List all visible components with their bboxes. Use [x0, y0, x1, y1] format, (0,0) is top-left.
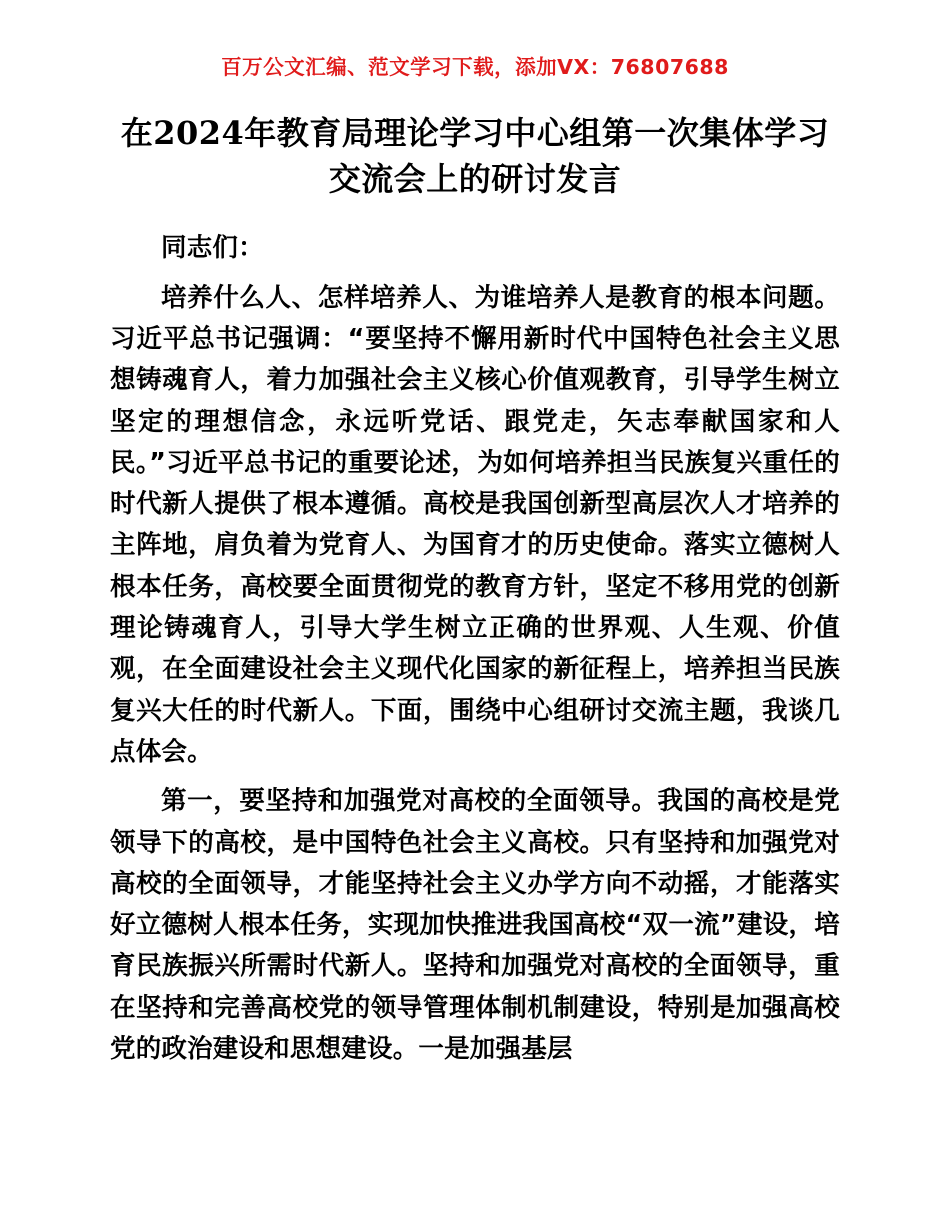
paragraph-point-one: 第一，要坚持和加强党对高校的全面领导。我国的高校是党领导下的高校，是中国特色社会主义高校。只有坚持和加强党对高校的全面领导，才能坚持社会主义办学方向不动摇，才能落实好立德树人根本任务，实现加快推进我国高校“双一流”建设，培育民族振兴所需时代新人。坚持和加强党对高校的全面领导，重在坚持和完善高校党的领导管理体制机制建设，特别是加强高校党的政治建设和思想建设。一是加强基层	[110, 786, 840, 1065]
document-body	[110, 228, 840, 1070]
page-title: 在2024年教育局理论学习中心组第一次集体学习交流会上的研讨发言	[120, 113, 830, 198]
watermark-banner: 百万公文汇编、范文学习下载，添加VX：76807688	[221, 55, 729, 79]
paragraph-salutation: 同志们：	[161, 233, 264, 264]
paragraph-intro: 培养什么人、怎样培养人、为谁培养人是教育的根本问题。习近平总书记强调：“要坚持不懈用新时代中国特色社会主义思想铸魂育人，着力加强社会主义核心价值观教育，引导学生树立坚定的理想信念，永远听党话、跟党走，矢志奉献国家和人民。”习近平总书记的重要论述，为如何培养担当民族复兴重任的时代新人提供了根本遵循。高校是我国创新型高层次人才培养的主阵地，肩负着为党育人、为国育才的历史使命。落实立德树人根本任务，高校要全面贯彻党的教育方针，坚定不移用党的创新理论铸魂育人，引导大学生树立正确的世界观、人生观、价值观，在全面建设社会主义现代化国家的新征程上，培养担当民族复兴大任的时代新人。下面，围绕中心组研讨交流主题，我谈几点体会。	[110, 282, 840, 767]
